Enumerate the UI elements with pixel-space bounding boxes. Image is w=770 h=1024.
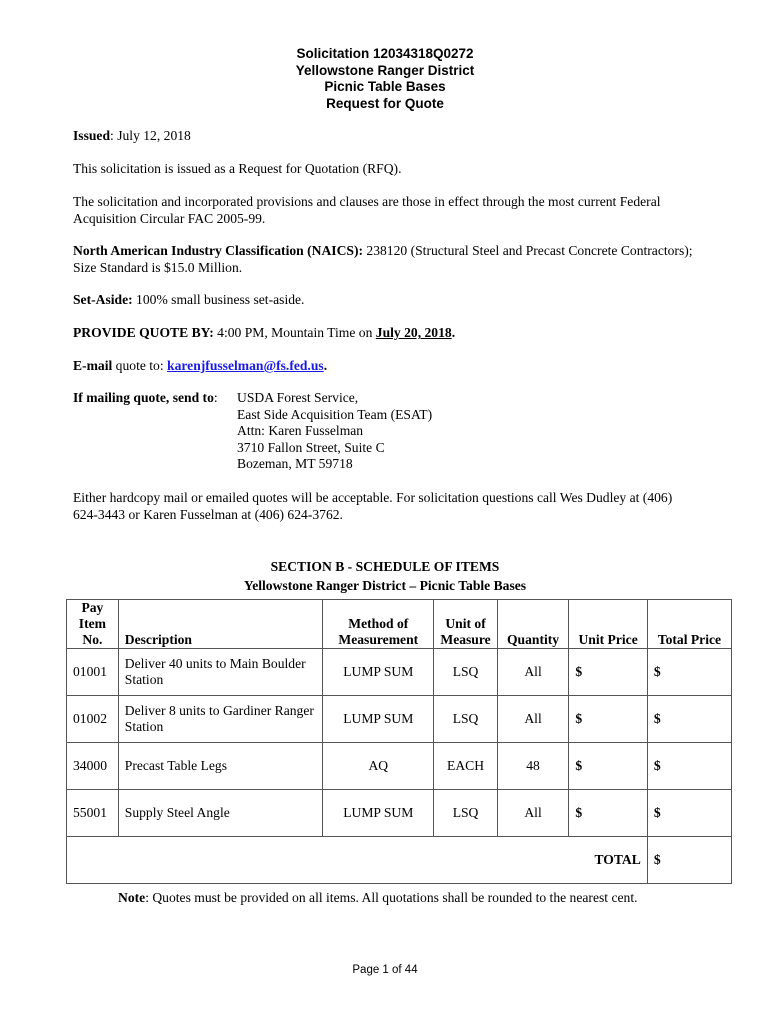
email-link[interactable]: karenjfusselman@fs.fed.us <box>167 358 324 373</box>
item-unit-price: $ <box>569 790 647 837</box>
address-line: USDA Forest Service, <box>237 390 359 405</box>
item-description: Precast Table Legs <box>118 743 322 790</box>
item-method: LUMP SUM <box>323 696 434 743</box>
table-row <box>67 790 732 837</box>
col-unit: Unit of Measure <box>434 600 497 649</box>
item-unit: LSQ <box>434 696 497 743</box>
set-aside-value: 100% small business set-aside. <box>132 292 305 307</box>
note-label: Note <box>118 890 146 905</box>
address-line: Attn: Karen Fusselman <box>237 423 364 439</box>
email-period: . <box>323 358 328 373</box>
mailing-colon: : <box>213 390 218 405</box>
table-note <box>118 890 638 906</box>
item-total-price: $ <box>647 743 731 790</box>
item-quantity: 48 <box>497 743 569 790</box>
mailing-label-line <box>73 390 233 407</box>
mailing-label: If mailing quote, send to <box>73 390 214 405</box>
set-aside-statement <box>73 292 713 309</box>
col-description: Description <box>118 600 322 649</box>
far-statement: The solicitation and incorporated provisions and clauses are those in effect through the most current Federal Acquisition Circular FAC 2005-99. <box>73 194 661 226</box>
district-name: Yellowstone Ranger District <box>295 62 475 78</box>
provide-quote-statement <box>73 325 713 342</box>
item-method: AQ <box>323 743 434 790</box>
table-header-row <box>67 600 732 649</box>
item-total-price: $ <box>647 696 731 743</box>
table-row <box>67 649 732 696</box>
document-header <box>0 46 770 112</box>
col-quantity: Quantity <box>497 600 569 649</box>
pay-item-no: 34000 <box>67 743 119 790</box>
item-method: LUMP SUM <box>323 790 434 837</box>
address-line: East Side Acquisition Team (ESAT) <box>237 406 433 422</box>
email-text: quote to: <box>112 358 168 373</box>
col-method: Method of Measurement <box>323 600 434 649</box>
provide-quote-label: PROVIDE QUOTE BY: <box>73 325 214 340</box>
schedule-table <box>66 599 732 884</box>
section-title: SECTION B - SCHEDULE OF ITEMS <box>270 559 500 574</box>
item-unit: LSQ <box>434 649 497 696</box>
due-date: July 20, 2018 <box>375 325 452 340</box>
item-total-price: $ <box>647 649 731 696</box>
page-number: Page 1 of 44 <box>352 964 418 976</box>
issued-value: : July 12, 2018 <box>110 128 191 143</box>
item-description: Deliver 8 units to Gardiner Ranger Station <box>118 696 322 743</box>
col-total-price: Total Price <box>647 600 731 649</box>
naics-statement <box>73 243 713 276</box>
table-row <box>67 696 732 743</box>
naics-value: 238120 (Structural Steel and Precast Concrete Contractors); Size Standard is $15.0 Million. <box>73 243 693 275</box>
total-label: TOTAL <box>67 837 648 884</box>
total-value: $ <box>647 837 731 884</box>
set-aside-label: Set-Aside: <box>73 292 133 307</box>
due-date-period: . <box>451 325 456 340</box>
col-pay-item: Pay Item No. <box>67 600 119 649</box>
document-type: Request for Quote <box>326 95 444 111</box>
pay-item-no: 55001 <box>67 790 119 837</box>
issued-label: Issued <box>73 128 111 143</box>
total-row <box>67 837 732 884</box>
naics-label: North American Industry Classification (NAICS): <box>73 243 363 258</box>
solicitation-number: Solicitation 12034318Q0272 <box>296 46 474 61</box>
item-method: LUMP SUM <box>323 649 434 696</box>
issued-date <box>73 128 713 145</box>
email-label: E-mail <box>73 358 113 373</box>
item-unit: EACH <box>434 743 497 790</box>
note-text: : Quotes must be provided on all items. All quotations shall be rounded to the nearest cent. <box>145 890 638 905</box>
item-quantity: All <box>497 649 569 696</box>
address-line: Bozeman, MT 59718 <box>237 456 353 472</box>
mailing-address <box>237 390 432 473</box>
project-title: Picnic Table Bases <box>324 79 446 94</box>
provide-quote-time: 4:00 PM, Mountain Time on <box>213 325 376 340</box>
col-unit-price: Unit Price <box>569 600 647 649</box>
item-quantity: All <box>497 790 569 837</box>
rfq-statement: This solicitation is issued as a Request for Quotation (RFQ). <box>73 161 402 176</box>
item-unit-price: $ <box>569 696 647 743</box>
email-statement <box>73 358 713 375</box>
contact-statement: Either hardcopy mail or emailed quotes will be acceptable. For solicitation questions call Wes Dudley at (406) 624-3443 or Karen Fusselman at (406) 624-3762. <box>73 490 673 522</box>
pay-item-no: 01002 <box>67 696 119 743</box>
item-quantity: All <box>497 696 569 743</box>
item-unit: LSQ <box>434 790 497 837</box>
address-line: 3710 Fallon Street, Suite C <box>237 439 385 455</box>
item-description: Deliver 40 units to Main Boulder Station <box>118 649 322 696</box>
pay-item-no: 01001 <box>67 649 119 696</box>
section-subtitle: Yellowstone Ranger District – Picnic Table Bases <box>243 578 527 593</box>
item-total-price: $ <box>647 790 731 837</box>
item-description: Supply Steel Angle <box>118 790 322 837</box>
item-unit-price: $ <box>569 743 647 790</box>
table-row <box>67 743 732 790</box>
item-unit-price: $ <box>569 649 647 696</box>
